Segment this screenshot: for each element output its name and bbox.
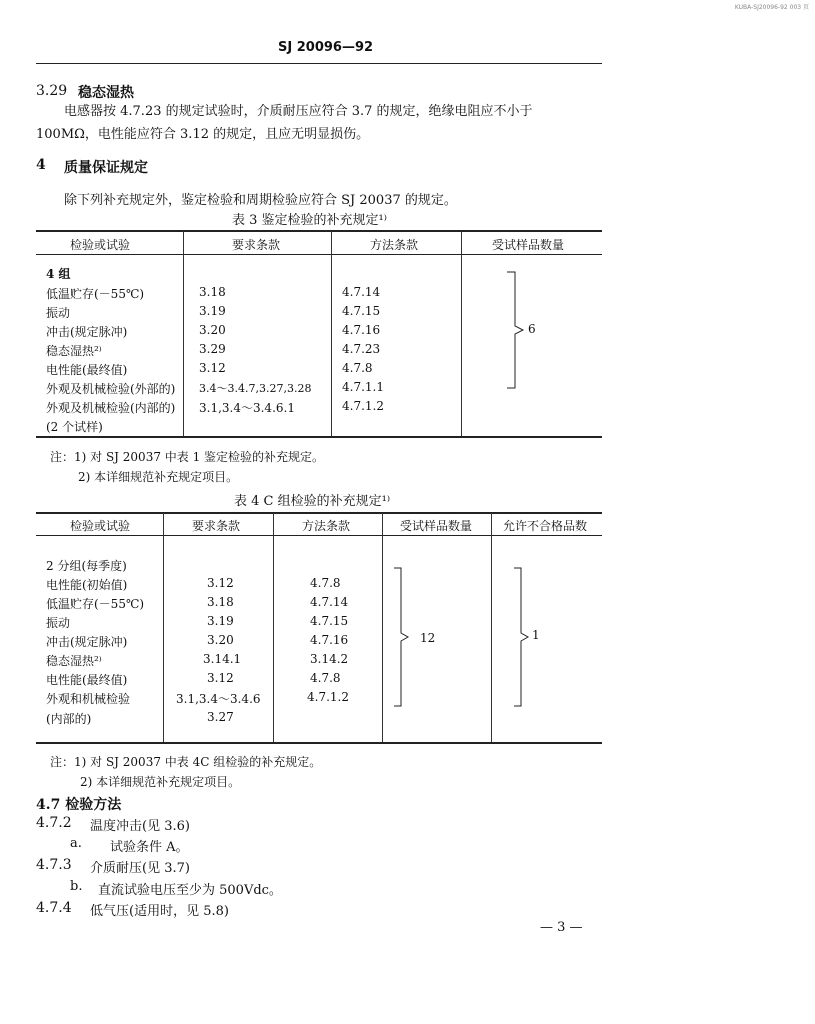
table4-row-test: 低温贮存(－55℃) [46,597,145,611]
section-4-number: 4 [36,157,46,173]
section-3-29-number: 3.29 [36,83,68,99]
table4-row-test: 冲击(规定脉冲) [46,635,128,649]
page-number: — 3 — [540,920,583,935]
section-4-title: 质量保证规定 [64,160,148,176]
table4-row-method: 4.7.8 [310,576,341,590]
item-a-text: 试验条件 A。 [110,840,189,855]
table3-header-rule [36,254,602,255]
table3-row-req: 3.20 [199,323,226,337]
section-4-7-heading: 4.7 检验方法 [36,797,122,813]
table4-bottom-rule [36,742,602,744]
table4-note-1: 注：1) 对 SJ 20037 中表 4C 组检验的补充规定。 [50,755,322,769]
table3-group-label: 4 组 [46,267,71,281]
table3-row-req: 3.18 [199,285,226,299]
section-3-29-line2: 100MΩ，电性能应符合 3.12 的规定，且应无明显损伤。 [36,127,370,142]
table4-header-reject: 允许不合格品数 [503,519,588,533]
item-b-label: b. [70,879,83,894]
section-4-7-4-text: 低气压(适用时，见 5.8) [90,904,229,919]
table3-caption: 表 3 鉴定检验的补充规定¹⁾ [232,213,387,228]
table4-col-divider [491,513,492,742]
doc-number: SJ 20096—92 [278,40,374,55]
table4-header-req: 要求条款 [192,519,241,533]
table4-row-req: 3.12 [207,671,234,685]
table4-row-method: 4.7.14 [310,595,349,609]
table3-top-rule [36,230,602,232]
table3-row-test: 电性能(最终值) [46,363,128,377]
table3-row-req: 3.4～3.4.7,3.27,3.28 [199,382,312,395]
table4-header-rule [36,535,602,536]
table3-row-method: 4.7.1.1 [342,380,384,394]
table4-note-2: 2) 本详细规范补充规定项目。 [80,775,241,789]
table3-note-1: 注：1) 对 SJ 20037 中表 1 鉴定检验的补充规定。 [50,450,325,464]
table3-row-test: 低温贮存(－55℃) [46,287,145,301]
section-4-7-2-text: 温度冲击(见 3.6) [90,819,190,834]
section-4-7-3-text: 介质耐压(见 3.7) [90,861,190,876]
table3-col-divider [461,231,462,436]
table3-row-req: 3.29 [199,342,226,356]
table4-row-method: 4.7.8 [310,671,341,685]
table4-qty-brace [392,566,422,708]
table4-row-extra-req: 3.27 [207,710,234,724]
table4-row-req: 3.1,3.4～3.4.6 [176,692,261,706]
table3-header-req: 要求条款 [232,238,281,252]
table4-header-test: 检验或试验 [70,519,131,533]
table3-row-extra: (2 个试样) [46,420,103,434]
table3-row-test: 稳态湿热²⁾ [46,344,102,358]
section-3-29-line1: 电感器按 4.7.23 的规定试验时，介质耐压应符合 3.7 的规定，绝缘电阻应不小于 [64,104,533,119]
table4-header-qty: 受试样品数量 [400,519,473,533]
table4-row-test: 稳态湿热²⁾ [46,654,102,668]
section-4-intro: 除下列补充规定外，鉴定检验和周期检验应符合 SJ 20037 的规定。 [64,193,457,208]
table4-col-divider [273,513,274,742]
table3-bottom-rule [36,436,602,438]
table4-row-req: 3.12 [207,576,234,590]
table4-row-test: 电性能(初始值) [46,578,128,592]
table3-row-method: 4.7.14 [342,285,381,299]
table4-row-test: 外观和机械检验 [46,692,131,706]
table4-row-req: 3.20 [207,633,234,647]
table3-row-method: 4.7.23 [342,342,381,356]
table4-col-divider [163,513,164,742]
table3-row-test: 外观及机械检验(外部的) [46,382,176,396]
table4-group-label: 2 分组(每季度) [46,559,127,573]
table4-header-method: 方法条款 [302,519,351,533]
table4-row-method: 4.7.15 [310,614,349,628]
corner-mark: KUBA-SJ20096-92 003 页 [734,4,809,11]
section-3-29-title: 稳态湿热 [78,85,134,101]
table3-row-test: 振动 [46,306,71,320]
table4-caption: 表 4 C 组检验的补充规定¹⁾ [234,494,391,509]
table3-row-method: 4.7.16 [342,323,381,337]
item-a-label: a. [70,836,82,851]
section-4-7-2-number: 4.7.2 [36,815,72,831]
table4-row-method: 4.7.16 [310,633,349,647]
table4-top-rule [36,512,602,514]
table3-row-method: 4.7.1.2 [342,399,384,413]
table3-row-test: 外观及机械检验(内部的) [46,401,176,415]
table3-header-qty: 受试样品数量 [492,238,565,252]
table4-col-divider [382,513,383,742]
table3-sample-qty: 6 [528,322,536,336]
item-b-text: 直流试验电压至少为 500Vdc。 [98,883,282,898]
section-4-7-3-number: 4.7.3 [36,857,72,873]
table4-row-test: 振动 [46,616,71,630]
table4-row-method: 3.14.2 [310,652,349,666]
table3-col-divider [183,231,184,436]
table4-row-test: 电性能(最终值) [46,673,128,687]
table4-row-method: 4.7.1.2 [307,690,349,704]
header-rule [36,63,602,64]
table3-header-method: 方法条款 [370,238,419,252]
table3-row-req: 3.19 [199,304,226,318]
table3-col-divider [331,231,332,436]
table4-reject-qty: 1 [532,628,540,642]
table3-row-method: 4.7.8 [342,361,373,375]
table3-note-2: 2) 本详细规范补充规定项目。 [78,470,239,484]
section-4-7-4-number: 4.7.4 [36,900,72,916]
table3-header-test: 检验或试验 [70,238,131,252]
table4-row-extra-test: (内部的) [46,712,92,726]
table3-row-req: 3.1,3.4～3.4.6.1 [199,401,295,415]
table4-row-req: 3.19 [207,614,234,628]
table4-row-req: 3.18 [207,595,234,609]
table3-row-req: 3.12 [199,361,226,375]
table3-row-test: 冲击(规定脉冲) [46,325,128,339]
table4-sample-qty: 12 [420,631,436,645]
table3-row-method: 4.7.15 [342,304,381,318]
table4-row-req: 3.14.1 [203,652,242,666]
